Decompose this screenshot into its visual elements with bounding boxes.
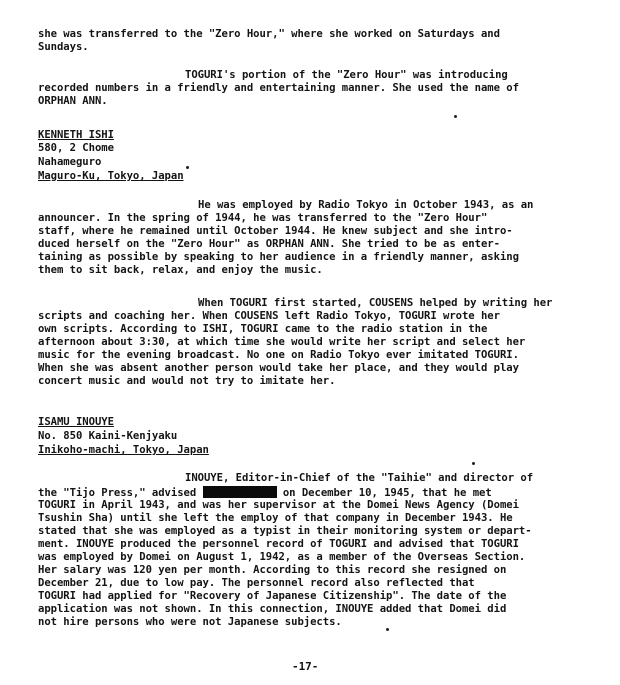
- text-line: music for the evening broadcast. No one on Radio Tokyo ever imitated TOGURI.: [38, 349, 519, 361]
- witness-name: KENNETH ISHI: [38, 129, 114, 141]
- address-line: Inikoho-machi, Tokyo, Japan: [38, 444, 209, 456]
- address-line: Nahameguro: [38, 156, 102, 168]
- text-line: Her salary was 120 yen per month. According to this record she resigned on: [38, 564, 507, 576]
- text-line: When she was absent another person would take her place, and they would play: [38, 362, 519, 374]
- scan-speck: [386, 628, 389, 631]
- text-line: TOGURI's portion of the "Zero Hour" was introducing: [185, 69, 508, 81]
- text-line: Sundays.: [38, 41, 89, 53]
- text-line-with-redaction: [38, 486, 492, 500]
- text-line: announcer. In the spring of 1944, he was transferred to the "Zero Hour": [38, 212, 488, 224]
- address-line: No. 850 Kaini-Kenjyaku: [38, 430, 178, 442]
- text-segment: on December 10, 1945, that he met: [282, 487, 492, 499]
- text-line: ment. INOUYE produced the personnel record of TOGURI and advised that TOGURI: [38, 538, 519, 550]
- text-line: stated that she was employed as a typist in their monitoring system or depart-: [38, 525, 532, 537]
- text-line: application was not shown. In this connection, INOUYE added that Domei did: [38, 603, 507, 615]
- text-line: concert music and would not try to imitate her.: [38, 375, 336, 387]
- text-line: Tsushin Sha) until she left the employ of that company in December 1943. He: [38, 512, 513, 524]
- text-line: she was transferred to the "Zero Hour," where she worked on Saturdays and: [38, 28, 500, 40]
- page-number: -17-: [292, 660, 319, 673]
- text-line: duced herself on the "Zero Hour" as ORPHAN ANN. She tried to be as enter-: [38, 238, 500, 250]
- text-line: staff, where he remained until October 1944. He knew subject and she intro-: [38, 225, 513, 237]
- text-line: recorded numbers in a friendly and entertaining manner. She used the name of: [38, 82, 519, 94]
- text-line: afternoon about 3:30, at which time she would write her script and select her: [38, 336, 526, 348]
- witness-name: ISAMU INOUYE: [38, 416, 114, 428]
- address-line: 580, 2 Chome: [38, 142, 114, 154]
- text-line: them to sit back, relax, and enjoy the music.: [38, 264, 323, 276]
- scan-speck: [454, 115, 457, 118]
- text-line: He was employed by Radio Tokyo in October 1943, as an: [198, 199, 534, 211]
- text-segment: the "Tijo Press," advised: [38, 487, 197, 499]
- redaction-bar: [203, 486, 277, 498]
- text-line: TOGURI had applied for "Recovery of Japanese Citizenship". The date of the: [38, 590, 507, 602]
- text-line: not hire persons who were not Japanese subjects.: [38, 616, 342, 628]
- text-line: When TOGURI first started, COUSENS helped by writing her: [198, 297, 553, 309]
- scan-speck: [186, 166, 189, 169]
- text-line: ORPHAN ANN.: [38, 95, 108, 107]
- address-line: Maguro-Ku, Tokyo, Japan: [38, 170, 184, 182]
- text-line: TOGURI in April 1943, and was her supervisor at the Domei News Agency (Domei: [38, 499, 519, 511]
- text-line: taining as possible by speaking to her audience in a friendly manner, asking: [38, 251, 519, 263]
- text-line: was employed by Domei on August 1, 1942, as a member of the Overseas Section.: [38, 551, 526, 563]
- text-line: December 21, due to low pay. The personnel record also reflected that: [38, 577, 475, 589]
- text-line: scripts and coaching her. When COUSENS left Radio Tokyo, TOGURI wrote her: [38, 310, 500, 322]
- scan-speck: [472, 462, 475, 465]
- text-line: INOUYE, Editor-in-Chief of the "Taihie" and director of: [185, 472, 534, 484]
- text-line: own scripts. According to ISHI, TOGURI came to the radio station in the: [38, 323, 488, 335]
